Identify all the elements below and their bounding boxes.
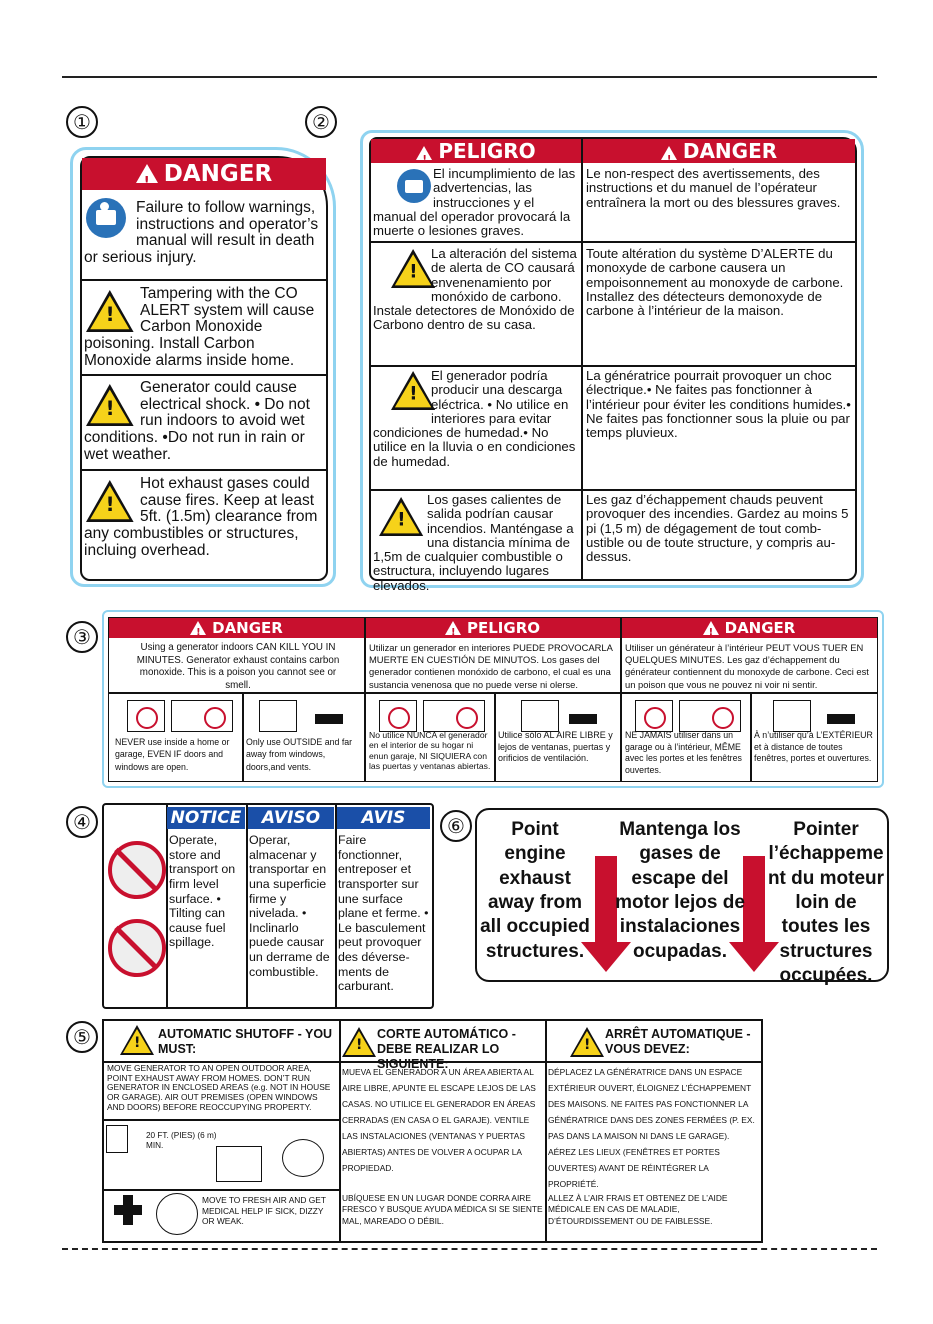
l5-es-text-1: MUEVA EL GENERADOR A UN ÁREA ABIERTA AL AIRE LIBRE, APUNTE EL ESCAPE LEJOS DE LAS CASAS. NO UTILICE EL GENERADOR EN ÁREAS CERRADAS (EN CASA O EL GARAJE). VENTILE LAS INSTALACIONES (VENTANAS Y PUERTAS ABIERTAS) ANTES DE VOLVER A OCUPAR LA PROPIEDAD. [342,1067,536,1173]
warning-triangle-icon [136,164,158,183]
warning-triangle-icon [342,1027,376,1062]
l6-en-text: Point engine exhaust away from all occupied structures. [480,819,590,962]
l3-es-text: Utilizar un generador en interiores PUEDE PROVOCARLA MUERTE EN CUESTIÓN DE MINUTOS. Los gases del generador contienen monóxido de carbono, el cual es una sustancia venenosa que no puede verse ni olerse. [369,642,613,690]
house-icon [106,1125,128,1153]
label-number-5: ⑤ [66,1021,98,1053]
house-prohibited-icon [635,700,673,732]
house-icon [773,700,811,732]
warning-triangle-icon [445,621,461,635]
no-tilt-prohibited-icon [108,841,166,899]
l3-es-only-text: Utilice sólo AL AIRE LIBRE y lejos de ventanas, puertas y orificios de ventilación. [498,730,613,764]
generator-icon [216,1146,262,1182]
l4-header-es: AVISO [248,807,334,829]
l3-fr-only-text: À n’utiliser qu’à L’EXTÉRIEUR et à distance de toutes fenêtres, portes et ouvertures. [754,730,873,764]
generator-outside-icon [827,714,855,724]
l2-es-text-3: El generador podría producir una descarga eléctrica. • No utilice en interiores para evitar condiciones de humedad.• No utilice en la lluvia o en condiciones de humedad. [373,368,576,469]
label-6-exhaust-direction [475,808,889,986]
generator-outside-icon [315,714,343,724]
label-number-4: ④ [66,806,98,838]
label-3-co-danger [102,610,884,788]
l5-fr-text-1: DÉPLACEZ LA GÉNÉRATRICE DANS UN ESPACE EXTÉRIEUR OUVERT, ÉLOIGNEZ L’ÉCHAPPEMENT DES MAISONS. NE FAITES PAS FONCTIONNER LA GÉNÉRATRICE DANS DES ZONES FERMÉES (P. EX. PAS DANS LA MAISON NI DANS LE GARAGE). AÉREZ LES LIEUX (FENÊTRES ET PORTES OUVERTES) AVANT DE RÉINTÉGRER LA PROPRIÉTÉ. [548,1067,755,1189]
house-icon [259,700,297,732]
arrow-down-icon [595,856,617,944]
l3-header-en: !DANGER [109,618,364,638]
label-number-1: ① [66,106,98,138]
l2-header-fr: ! DANGER [583,139,855,163]
l3-header-es: ! PELIGRO [365,618,620,638]
l1-header: !DANGER [82,158,326,190]
l5-fr-text-2: ALLEZ À L’AIR FRAIS ET OBTENEZ DE L’AIDE MÉDICALE EN CAS DE MALADIE, D’ÉTOURDISSEMENT OU DE FAIBLESSE. [548,1193,728,1226]
house-prohibited-icon [127,700,165,732]
l1-section-2-text: Tampering with the CO ALERT system will cause Carbon Monoxide poisoning. Install Carbon Monoxide alarms inside home. [84,285,315,369]
warning-triangle-icon [661,146,677,160]
garage-prohibited-icon [679,700,741,732]
l5-en-text-1: MOVE GENERATOR TO AN OPEN OUTDOOR AREA, POINT EXHAUST AWAY FROM HOMES. DON’T RUN GENERATOR IN ENCLOSED AREAS (e.g. NOT IN HOUSE OR GARAGE). AIR OUT PREMISES (OPEN WINDOWS AND DOORS) BEFORE REOCCUPYING PROPERTY. [107,1063,331,1112]
house-icon [521,700,559,732]
warning-triangle-icon [190,621,206,635]
l3-en-never-text: NEVER use inside a home or garage, EVEN IF doors and windows are open. [115,737,230,772]
arrow-down-icon [743,856,765,944]
generator-outside-icon [569,714,597,724]
l3-fr-text: Utiliser un générateur à l’intérieur PEUT VOUS TUER EN QUELQUES MINUTES. Les gaz d’échappement du générateur contiennent du monoxyde de carbone. Ceci est un poison que vous ne pouvez ni voir ni sentir. [625,642,869,690]
garage-prohibited-icon [423,700,485,732]
l2-es-text-2: La alteración del sistema de alerta de CO causará envenenamiento por monóxido de carbono. Instale detectores de Monóxido de Carbono dentro de su casa. [373,246,577,333]
label-number-3: ③ [66,621,98,653]
bottom-dashed-rule [62,1248,877,1250]
l5-es-text-2: UBÍQUESE EN UN LUGAR DONDE CORRA AIRE FRESCO Y BUSQUE AYUDA MÉDICA SI SE SIENTE MAL, MAREADO O DÉBIL. [342,1193,543,1226]
l2-header-es: !PELIGRO [371,139,581,163]
warning-triangle-icon [703,621,719,635]
l2-fr-text-3: La génératrice pourrait provoquer un choc électrique.• Ne faites pas fonctionner à l’intérieur pour éviter les conditions humides.• Ne faites pas fonctionner sous la pluie ou par temps pluvieux. [586,368,851,440]
l4-fr-text: Faire fonctionner, entreposer et transporter sur une surface plane et ferme. • Le basculement peut provoquer des déverse-ments de carburant. [338,833,429,994]
l4-header-fr: AVIS [337,807,430,829]
house-prohibited-icon [379,700,417,732]
l4-header-en: NOTICE [167,807,245,829]
label-number-6: ⑥ [440,810,472,842]
l5-header-es: CORTE AUTOMÁTICO - DEBE REALIZAR LO SIGUIENTE: [377,1027,516,1071]
warning-triangle-icon [416,146,432,160]
l1-section-1-text: Failure to follow warnings, instructions and operator’s manual will result in death or serious injury. [84,199,319,267]
l2-fr-text-2: Toute altération du système D’ALERTE du monoxyde de carbone causera un empoisonnement au monoxyde de carbone. Installez des détecteurs demonoxyde de carbone à l’intérieur de la maison. [586,246,844,318]
label-2-danger-es-fr [360,130,864,593]
exhaust-cloud-icon [282,1139,324,1177]
l3-en-only-text: Only use OUTSIDE and far away from windows, doors,and vents. [246,737,353,772]
l6-es-text: Mantenga los gases de escape del motor lejos de instalaciones ocupadas. [615,819,745,962]
l3-es-never-text: No utilice NUNCA el generador en el interior de su hogar ni enun garaje, NI SIQUIERA con las puertas y ventanas abiertas. [369,730,491,772]
dizzy-face-icon [156,1193,198,1235]
label-number-2: ② [305,106,337,138]
label-4-notice [102,803,434,1009]
l4-en-text: Operate, store and transport on firm level surface. • Tilting can cause fuel spillage. [169,833,236,950]
l2-es-text-1: El incumplimiento de las advertencias, las instrucciones y el manual del operador provocará la muerte o lesiones graves. [373,166,576,238]
warning-triangle-icon [570,1027,604,1062]
l2-fr-text-4: Les gaz d’échappement chauds peuvent provoquer des incendies. Gardez au moins 5 pi (1,5 m) de dégagement de tout comb-ustible ou de toute structure, y compris au-dessus. [586,492,849,564]
top-rule [62,76,877,78]
label-5-automatic-shutoff [102,1019,763,1243]
l1-section-3-text: Generator could cause electrical shock. • Do not run indoors to avoid wet conditions. •Do not run in rain or wet weather. [84,379,310,463]
l5-header-fr: ARRÊT AUTOMATIQUE - VOUS DEVEZ: [605,1027,751,1056]
l4-es-text: Operar, almacenar y transportar en una superficie firme y nivelada. • Inclinarlo puede causar un derrame de combustible. [249,833,330,979]
warning-triangle-icon [120,1025,154,1060]
l5-distance-text: 20 FT. (PIES) (6 m) MIN. [146,1131,217,1151]
l2-fr-text-1: Le non-respect des avertissements, des instructions et du manuel de l’opérateur entraînera la mort ou des blessures graves. [586,166,841,210]
label-1-danger-en [70,147,336,587]
l6-fr-text: Pointer l’échappeme nt du moteur loin de toutes les structures occupées. [767,819,885,986]
no-uneven-surface-prohibited-icon [108,919,166,977]
l3-header-fr: ! DANGER [621,618,877,638]
l3-en-text: Using a generator indoors CAN KILL YOU IN MINUTES. Generator exhaust contains carbon monoxide. This is a poison you cannot see or smell. [136,642,340,692]
l3-fr-never-text: NE JAMAIS utiliser dans un garage ou à l’intérieur, MÊME avec les portes et les fenêtres ouvertes. [625,730,742,775]
l1-section-4-text: Hot exhaust gases could cause fires. Keep at least 5ft. (1.5m) clearance from any combustibles or structures, incluing overhead. [84,475,318,559]
l5-header-en: AUTOMATIC SHUTOFF - YOU MUST: [158,1027,333,1056]
garage-prohibited-icon [171,700,233,732]
l5-en-text-2: MOVE TO FRESH AIR AND GET MEDICAL HELP IF SICK, DIZZY OR WEAK. [202,1195,326,1226]
l2-es-text-4: Los gases calientes de salida podrían causar incendios. Manténgase a una distancia mínima de 1,5m de cualquier combustible o estructura, incluyendo lugares elevados. [373,492,574,593]
